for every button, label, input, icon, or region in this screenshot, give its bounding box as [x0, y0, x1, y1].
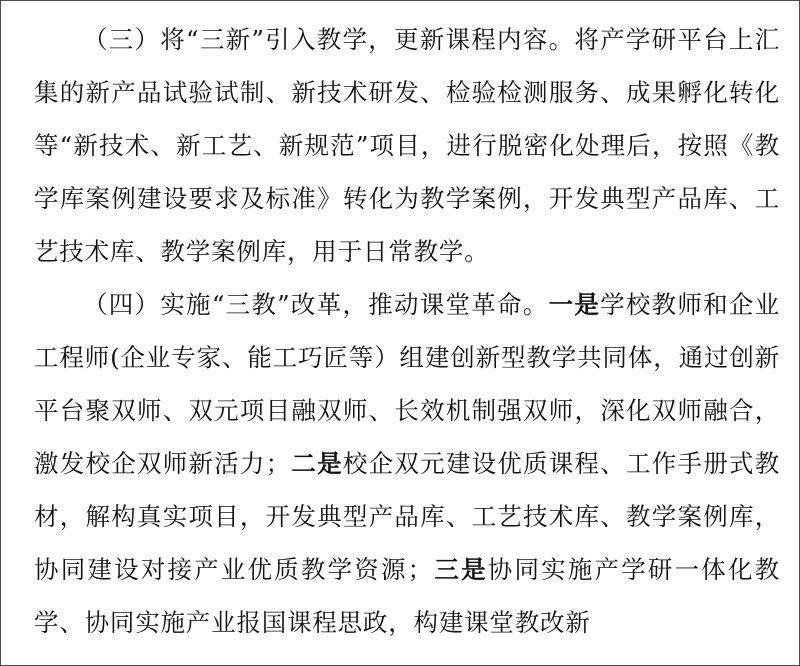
point-three-text: 协同实施产学研一体化教学、协同实施产业报国课程思政，构建课堂教改新	[34, 555, 780, 637]
paragraph-three-teach	[34, 278, 780, 649]
paragraph-heading-text: （四）实施“三教”改革，推动课堂革命。	[83, 290, 549, 319]
point-one-marker: 一是	[548, 290, 601, 319]
paragraph-three-new	[34, 13, 780, 278]
point-three-marker: 三是	[432, 555, 488, 584]
point-two-text: 校企双元建设优质课程、工作手册式教材，解构真实项目，开发典型产品库、工艺技术库、教学案例库，协同建设对接产业优质教学资源；	[34, 449, 780, 584]
document-body	[34, 13, 780, 649]
point-two-marker: 二是	[290, 449, 343, 478]
point-one-text: 学校教师和企业工程师(企业专家、能工巧匠等）组建创新型教学共同体，通过创新平台聚双师、双元项目融双师、长效机制强双师，深化双师融合，激发校企双师新活力；	[34, 290, 780, 478]
paragraph-text: （三）将“三新”引入教学，更新课程内容。将产学研平台上汇集的新产品试验试制、新技术研发、检验检测服务、成果孵化转化等“新技术、新工艺、新规范”项目，进行脱密化处理后，按照《教学库案例建设要求及标准》转化为教学案例，开发典型产品库、工艺技术库、教学案例库，用于日常教学。	[34, 25, 780, 266]
